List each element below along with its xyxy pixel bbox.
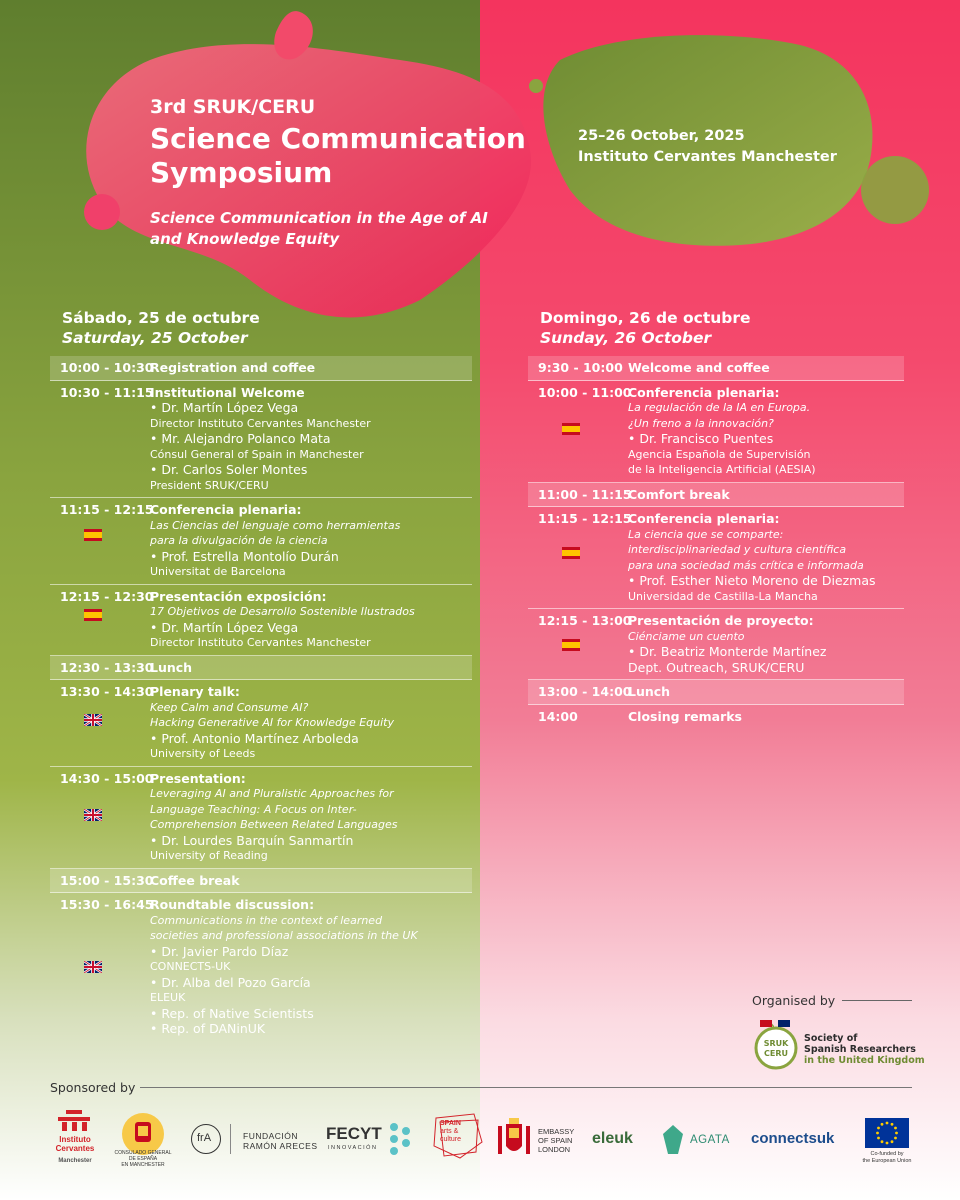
consulado-text-line: DE ESPAÑA xyxy=(128,1156,158,1162)
sruk-logo-icon xyxy=(752,1018,800,1070)
event-date: 25–26 October, 2025 xyxy=(578,128,745,144)
talk-title: Hacking Generative AI for Knowledge Equity xyxy=(150,716,395,729)
row-title: Welcome and coffee xyxy=(628,360,770,375)
speaker: • Rep. of Native Scientists xyxy=(150,1005,314,1021)
sunday-schedule xyxy=(528,356,904,728)
schedule-row xyxy=(50,893,472,1041)
eu-text xyxy=(854,1151,920,1165)
sunday-heading-en: Sunday, 26 October xyxy=(540,329,712,347)
embassy-coat-of-arms-icon xyxy=(496,1118,532,1162)
edition-label: 3rd SRUK/CERU xyxy=(150,96,316,118)
consulado-text-line: EN MANCHESTER xyxy=(121,1162,165,1168)
talk-title: para la divulgación de la ciencia xyxy=(150,534,328,547)
subtitle-line-2: and Knowledge Equity xyxy=(150,230,340,248)
row-title: Conferencia plenaria: xyxy=(628,511,780,526)
affiliation: University of Reading xyxy=(150,849,268,862)
row-time: 13:00 - 14:00 xyxy=(538,684,632,699)
title-line-2: Symposium xyxy=(150,156,333,189)
row-time: 14:00 xyxy=(538,708,578,724)
organiser-name-line: in the United Kingdom xyxy=(804,1055,925,1066)
row-title: Closing remarks xyxy=(628,708,742,724)
talk-title: ¿Un freno a la innovación? xyxy=(628,416,774,430)
embassy-text-line: EMBASSY xyxy=(538,1127,575,1136)
event-venue: Instituto Cervantes Manchester xyxy=(578,149,837,165)
schedule-row xyxy=(50,680,472,767)
organiser-name xyxy=(804,1033,925,1066)
talk-title: interdisciplinariedad y cultura científica xyxy=(628,543,847,556)
schedule-row xyxy=(528,680,904,705)
affiliation: ELEUK xyxy=(150,991,186,1004)
row-time: 13:30 - 14:30 xyxy=(60,684,154,699)
event-date-venue xyxy=(578,126,837,168)
speaker: • Rep. of DANinUK xyxy=(150,1021,266,1036)
row-time: 12:15 - 12:30 xyxy=(60,588,154,604)
speaker: • Prof. Antonio Martínez Arboleda xyxy=(150,730,359,746)
talk-title: Las Ciencias del lenguaje como herramientas xyxy=(150,518,401,532)
affiliation: CONNECTS-UK xyxy=(150,960,231,973)
affiliation: Cónsul General of Spain in Manchester xyxy=(150,447,364,461)
fundacion-text-line: RAMÓN ARECES xyxy=(243,1141,318,1151)
speaker: • Prof. Estrella Montolío Durán xyxy=(150,548,339,564)
speaker: • Dr. Francisco Puentes xyxy=(628,431,774,446)
speaker: • Prof. Esther Nieto Moreno de Diezmas xyxy=(628,573,876,588)
affiliation: Universidad de Castilla-La Mancha xyxy=(628,589,818,603)
cervantes-text-line: Cervantes xyxy=(55,1144,95,1153)
saturday-heading xyxy=(62,308,260,348)
eleuk-logo-text: eleuk xyxy=(592,1130,633,1147)
schedule-row xyxy=(528,381,904,483)
affiliation: de la Inteligencia Artificial (AESIA) xyxy=(628,463,816,476)
embassy-text-line: OF SPAIN xyxy=(538,1136,573,1145)
uk-flag-icon xyxy=(84,961,102,973)
talk-title: 17 Objetivos de Desarrollo Sostenible Ilustrados xyxy=(150,605,415,618)
row-title: Lunch xyxy=(628,684,671,699)
affiliation: Director Instituto Cervantes Manchester xyxy=(150,416,371,430)
speaker: • Dr. Carlos Soler Montes xyxy=(150,462,308,477)
schedule-row xyxy=(50,767,472,869)
cervantes-text-line: Manchester xyxy=(58,1158,92,1164)
row-title: Presentación exposición: xyxy=(150,588,327,604)
schedule-row xyxy=(528,356,904,381)
speaker: • Dr. Alba del Pozo García xyxy=(150,974,311,990)
row-time: 15:30 - 16:45 xyxy=(60,897,154,912)
embassy-text-line: LONDON xyxy=(538,1145,571,1154)
uk-flag-icon xyxy=(84,714,102,726)
row-title: Presentation: xyxy=(150,770,246,786)
schedule-row xyxy=(50,656,472,681)
talk-title: Communications in the context of learned xyxy=(150,913,383,927)
row-time: 12:30 - 13:30 xyxy=(60,659,154,675)
sponsored-divider xyxy=(140,1087,912,1088)
spain-arts-text-line: SPAIN xyxy=(440,1120,461,1127)
schedule-row xyxy=(528,609,904,680)
spain-flag-icon xyxy=(562,547,580,559)
row-title: Comfort break xyxy=(628,486,730,502)
row-time: 10:00 - 11:00 xyxy=(538,384,632,400)
affiliation: University of Leeds xyxy=(150,747,256,760)
instituto-cervantes-logo-icon xyxy=(52,1110,96,1130)
saturday-heading-en: Saturday, 25 October xyxy=(62,329,248,347)
row-time: 11:15 - 12:15 xyxy=(538,511,632,526)
fra-text: frA xyxy=(197,1132,212,1144)
schedule-row xyxy=(50,381,472,499)
title-line-1: Science Communication xyxy=(150,122,526,155)
spain-flag-icon xyxy=(562,423,580,435)
schedule-row xyxy=(528,507,904,609)
organised-divider xyxy=(842,1000,912,1001)
row-title: Registration and coffee xyxy=(150,360,316,375)
row-time: 9:30 - 10:00 xyxy=(538,360,623,375)
speaker: • Mr. Alejandro Polanco Mata xyxy=(150,431,331,446)
affiliation: Director Instituto Cervantes Manchester xyxy=(150,636,371,649)
talk-title: societies and professional associations in the UK xyxy=(150,929,418,942)
row-title: Roundtable discussion: xyxy=(150,897,315,912)
talk-title: Leveraging AI and Pluralistic Approaches for xyxy=(150,787,394,800)
row-title: Lunch xyxy=(150,659,193,675)
speaker: • Dr. Javier Pardo Díaz xyxy=(150,943,289,959)
spain-arts-text xyxy=(440,1120,461,1144)
row-time: 12:15 - 13:00 xyxy=(538,613,632,628)
subtitle xyxy=(150,208,510,250)
saturday-schedule xyxy=(50,356,472,1041)
eu-text-line: Co-funded by xyxy=(870,1151,904,1157)
eu-flag-icon xyxy=(865,1118,909,1148)
row-title: Conferencia plenaria: xyxy=(150,502,302,517)
spain-arts-text-line: arts & xyxy=(440,1128,459,1135)
sunday-heading xyxy=(540,308,751,348)
schedule-row xyxy=(528,705,904,729)
talk-title: Keep Calm and Consume AI? xyxy=(150,700,309,714)
subtitle-line-1: Science Communication in the Age of AI xyxy=(150,209,488,227)
row-title: Plenary talk: xyxy=(150,684,240,699)
organiser-name-line: Spanish Researchers xyxy=(804,1044,916,1055)
organiser-name-line: Society of xyxy=(804,1033,858,1044)
fecyt-text: FECYT xyxy=(326,1124,382,1143)
row-time: 10:30 - 11:15 xyxy=(60,384,154,400)
fecyt-sub-text: INNOVACIÓN xyxy=(328,1145,378,1151)
row-time: 14:30 - 15:00 xyxy=(60,770,154,786)
eu-text-line: the European Union xyxy=(862,1158,912,1164)
talk-title: La regulación de la IA en Europa. xyxy=(628,401,811,414)
consulado-text xyxy=(108,1150,178,1168)
affiliation: Universitat de Barcelona xyxy=(150,565,286,578)
row-title: Coffee break xyxy=(150,872,240,888)
sunday-heading-es: Domingo, 26 de octubre xyxy=(540,309,751,327)
talk-title: Ciénciame un cuento xyxy=(628,629,745,643)
schedule-row xyxy=(50,356,472,381)
agata-logo-text: AGATA xyxy=(690,1134,730,1146)
consulado-text-line: CONSULADO GENERAL xyxy=(114,1150,172,1156)
talk-title: Language Teaching: A Focus on Inter- xyxy=(150,802,357,816)
agata-gem-icon xyxy=(662,1124,684,1156)
spain-arts-text-line: culture xyxy=(440,1136,462,1143)
cervantes-text-line: Instituto xyxy=(59,1135,91,1144)
connectsuk-logo-text: connectsuk xyxy=(751,1130,835,1147)
talk-title: Comprehension Between Related Languages xyxy=(150,818,398,831)
uk-flag-icon xyxy=(84,809,102,821)
sponsored-by-label: Sponsored by xyxy=(50,1080,136,1095)
speaker: • Dr. Lourdes Barquín Sanmartín xyxy=(150,832,354,848)
sponsor-divider xyxy=(230,1124,231,1154)
spain-flag-icon xyxy=(84,609,102,621)
embassy-text xyxy=(538,1127,574,1154)
row-title: Institutional Welcome xyxy=(150,384,305,400)
cervantes-text xyxy=(52,1135,98,1166)
svg-text:CERU: CERU xyxy=(764,1049,788,1058)
row-title: Presentación de proyecto: xyxy=(628,613,814,628)
fundacion-text-line: FUNDACIÓN xyxy=(243,1131,299,1141)
schedule-row xyxy=(50,498,472,585)
organised-by-label: Organised by xyxy=(752,993,836,1008)
row-title: Conferencia plenaria: xyxy=(628,384,780,400)
row-time: 11:00 - 11:15 xyxy=(538,486,632,502)
row-time: 15:00 - 15:30 xyxy=(60,872,154,888)
fundacion-text xyxy=(243,1131,318,1151)
affiliation: Agencia Española de Supervisión xyxy=(628,447,811,461)
talk-title: para una sociedad más crítica e informada xyxy=(628,558,864,572)
speaker: • Dr. Martín López Vega xyxy=(150,619,299,635)
speaker: • Dr. Beatriz Monterde Martínez xyxy=(628,644,827,659)
talk-title: La ciencia que se comparte: xyxy=(628,527,784,541)
svg-text:SRUK: SRUK xyxy=(763,1039,789,1048)
schedule-row xyxy=(528,483,904,508)
row-time: 10:00 - 10:30 xyxy=(60,360,154,375)
spain-flag-icon xyxy=(562,639,580,651)
speaker: • Dr. Martín López Vega xyxy=(150,400,299,415)
row-time: 11:15 - 12:15 xyxy=(60,502,154,517)
schedule-row xyxy=(50,869,472,894)
fecyt-dots-icon xyxy=(386,1121,416,1157)
affiliation: President SRUK/CERU xyxy=(150,478,269,492)
spain-flag-icon xyxy=(84,529,102,541)
affiliation: Dept. Outreach, SRUK/CERU xyxy=(628,659,805,675)
saturday-heading-es: Sábado, 25 de octubre xyxy=(62,309,260,327)
schedule-row xyxy=(50,585,472,656)
